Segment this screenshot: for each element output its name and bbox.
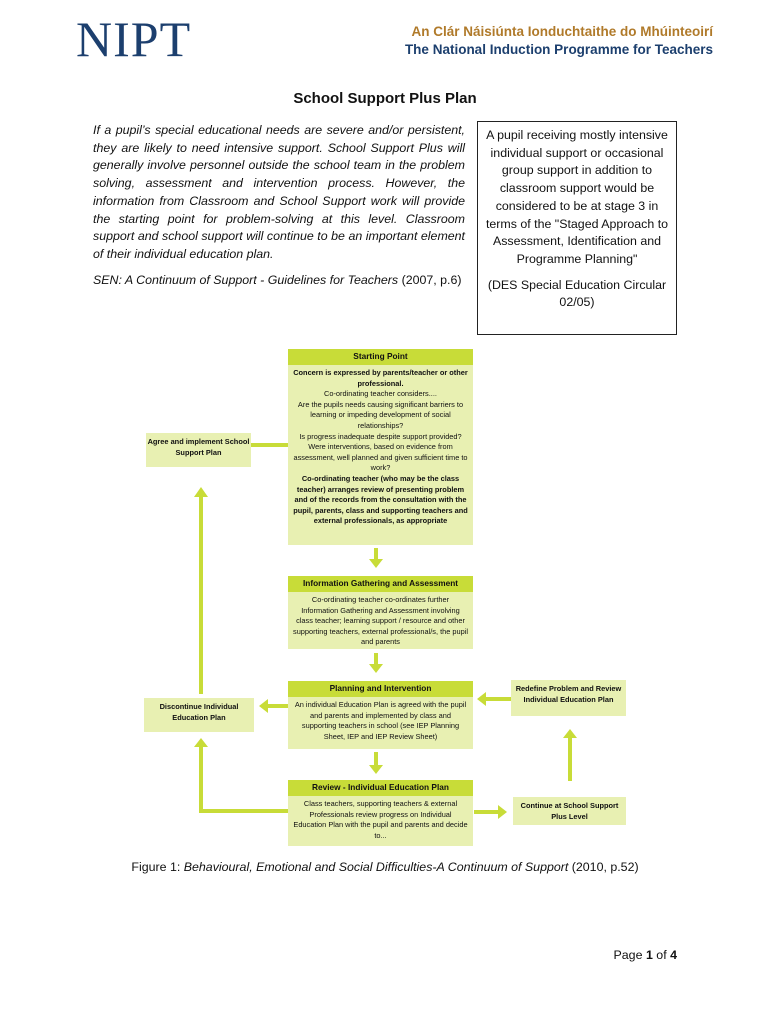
agree-implement-box: Agree and implement School Support Plan xyxy=(146,433,251,467)
loop-left-up-to-discontinue xyxy=(199,746,203,813)
citation-ref: (2007, p.6) xyxy=(401,273,462,287)
page-word: Page xyxy=(613,948,643,962)
planning-text: An individual Education Plan is agreed with the pupil and parents and implemented by class and supporting teachers in school (see IEP Planning Sheet, IEP and IEP Review Sheet) xyxy=(294,700,467,741)
info-gathering-header: Information Gathering and Assessment xyxy=(288,576,473,592)
planning-header: Planning and Intervention xyxy=(288,681,473,697)
figure-caption-prefix: Figure 1: xyxy=(131,860,181,874)
stage-info-source: (DES Special Education Circular 02/05) xyxy=(487,277,667,310)
info-gathering-body xyxy=(288,592,473,649)
start-line-4: Is progress inadequate despite support provided? xyxy=(299,431,462,441)
nipt-logo: NIPT xyxy=(76,11,192,67)
review-header: Review - Individual Education Plan xyxy=(288,780,473,796)
arrow-planning-to-review xyxy=(374,752,378,766)
start-line-5: Were interventions, based on evidence from assessment, well planned and given sufficient time to work? xyxy=(293,442,468,473)
stage-info-text: A pupil receiving mostly intensive individual support or occasional group support in addition to classroom support would be considered to be at stage 3 in terms of the "Staged Approach to Assessment, Identification and Programme Planning" xyxy=(485,128,669,266)
figure-caption-ref: (2010, p.52) xyxy=(571,860,639,874)
arrow-redefine-to-planning xyxy=(484,697,511,701)
intro-quote: If a pupil’s special educational needs are severe and/or persistent, they are likely to need intensive support. School Support Plus will generally involve personnel outside the school team in the problem solving, assessment and intervention process. However, the information from Classroom and School Support work will provide the starting point for problem-solving at this level. Classroom support and school support will continue to be an important element of their individual education plan. xyxy=(93,123,465,261)
loop-review-left xyxy=(199,809,288,813)
start-line-2: Co-ordinating teacher considers.... xyxy=(324,389,437,399)
info-gathering-text: Co-ordinating teacher co-ordinates further Information Gathering and Assessment involving class teacher; learning support / resource and other supporting teachers, external professional/s, the pupil and parents xyxy=(293,595,469,647)
start-line-6: Co-ordinating teacher (who may be the class teacher) arranges review of presenting problem and of the records from the consultation with the pupil, parents, class and supporting teachers and external professionals, as appropriate xyxy=(293,473,468,526)
arrow-review-to-continue-head xyxy=(498,805,507,819)
arrow-continue-to-redefine xyxy=(568,737,572,781)
page-total: 4 xyxy=(670,948,677,962)
starting-point-header: Starting Point xyxy=(288,349,473,365)
redefine-problem-box: Redefine Problem and Review Individual Education Plan xyxy=(511,680,626,716)
arrow-redefine-to-planning-head xyxy=(477,692,486,706)
starting-point-body xyxy=(288,365,473,545)
page-of-word: of xyxy=(656,948,667,962)
arrow-review-to-continue xyxy=(474,810,500,814)
arrow-info-to-planning-head xyxy=(369,664,383,673)
arrow-continue-to-redefine-head xyxy=(563,729,577,738)
figure-caption xyxy=(0,860,770,874)
org-name-english: The National Induction Programme for Teachers xyxy=(404,42,713,57)
loop-left-up-head xyxy=(194,738,208,747)
org-name-irish: An Clár Náisiúnta Ionduchtaithe do Mhúinteoirí xyxy=(411,24,713,39)
arrow-planning-to-discontinue xyxy=(266,704,288,708)
arrow-start-to-info xyxy=(374,548,378,560)
page-current: 1 xyxy=(645,948,653,962)
figure-caption-title: Behavioural, Emotional and Social Difficulties-A Continuum of Support xyxy=(183,860,569,874)
arrow-planning-to-review-head xyxy=(369,765,383,774)
discontinue-iep-box: Discontinue Individual Education Plan xyxy=(144,698,254,732)
page-title: School Support Plus Plan xyxy=(293,90,477,107)
arrow-info-to-planning xyxy=(374,653,378,665)
arrow-discontinue-to-agree xyxy=(199,496,203,694)
page-number xyxy=(614,948,677,962)
start-line-1: Concern is expressed by parents/teacher or other professional. xyxy=(293,368,468,388)
review-body xyxy=(288,796,473,846)
arrow-planning-to-discontinue-head xyxy=(259,699,268,713)
start-line-3: Are the pupils needs causing significant barriers to learning or impeding development of social relationships? xyxy=(297,399,464,430)
arrow-start-to-info-head xyxy=(369,559,383,568)
review-text: Class teachers, supporting teachers & external Professionals review progress on Individual Education Plan with the pupil and parents and decide to... xyxy=(293,799,468,840)
citation-title: SEN: A Continuum of Support - Guidelines for Teachers xyxy=(93,273,399,287)
arrow-discontinue-to-agree-head xyxy=(194,487,208,497)
continue-ssp-box: Continue at School Support Plus Level xyxy=(513,797,626,825)
planning-body xyxy=(288,697,473,749)
